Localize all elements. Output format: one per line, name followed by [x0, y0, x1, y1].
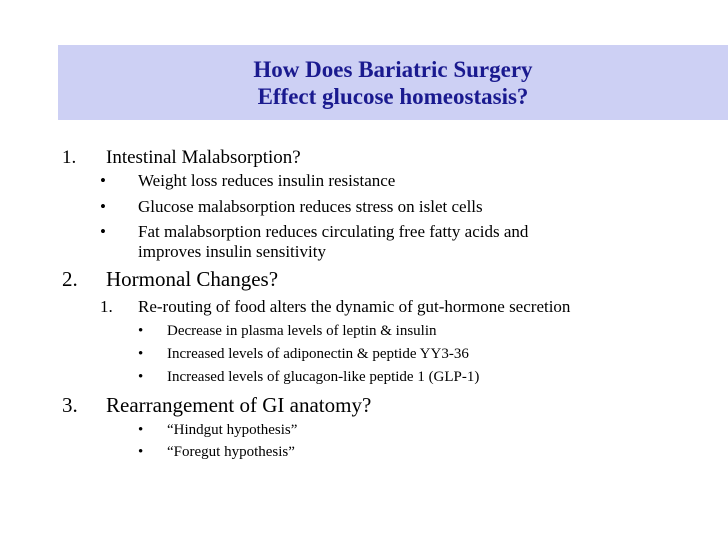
item-1-bullet-2: Glucose malabsorption reduces stress on islet cells: [138, 197, 483, 216]
bullet-icon: •: [100, 222, 106, 241]
item-2-sub-heading: Re-routing of food alters the dynamic of gut-hormone secretion: [138, 297, 571, 316]
item-3-number: 3.: [62, 393, 78, 417]
bullet-icon: •: [100, 171, 106, 190]
bullet-icon: •: [138, 346, 144, 362]
item-3-bullet-2: “Foregut hypothesis”: [167, 444, 295, 460]
item-2-number: 2.: [62, 267, 78, 291]
item-2-bullet-3: Increased levels of glucagon-like peptide 1 (GLP-1): [167, 369, 480, 385]
item-1-number: 1.: [62, 147, 77, 168]
item-1-bullet-1: Weight loss reduces insulin resistance: [138, 171, 396, 190]
bullet-icon: •: [138, 444, 144, 460]
item-2-sub-number: 1.: [100, 297, 113, 316]
item-1-bullet-3-continuation: improves insulin sensitivity: [138, 242, 326, 261]
bullet-icon: •: [138, 422, 144, 438]
item-1-bullet-3: Fat malabsorption reduces circulating free fatty acids and: [138, 222, 529, 241]
item-3-bullet-1: “Hindgut hypothesis”: [167, 422, 298, 438]
bullet-icon: •: [138, 369, 144, 385]
item-1-heading: Intestinal Malabsorption?: [106, 147, 301, 168]
bullet-icon: •: [138, 323, 144, 339]
item-2-heading: Hormonal Changes?: [106, 267, 279, 291]
item-2-bullet-1: Decrease in plasma levels of leptin & insulin: [167, 323, 437, 339]
title-line-1: How Does Bariatric Surgery: [253, 57, 533, 82]
title-line-2: Effect glucose homeostasis?: [257, 84, 529, 109]
item-2-bullet-2: Increased levels of adiponectin & peptide YY3-36: [167, 346, 469, 362]
title-box: [58, 45, 728, 120]
bullet-icon: •: [100, 197, 106, 216]
item-3-heading: Rearrangement of GI anatomy?: [106, 393, 372, 417]
